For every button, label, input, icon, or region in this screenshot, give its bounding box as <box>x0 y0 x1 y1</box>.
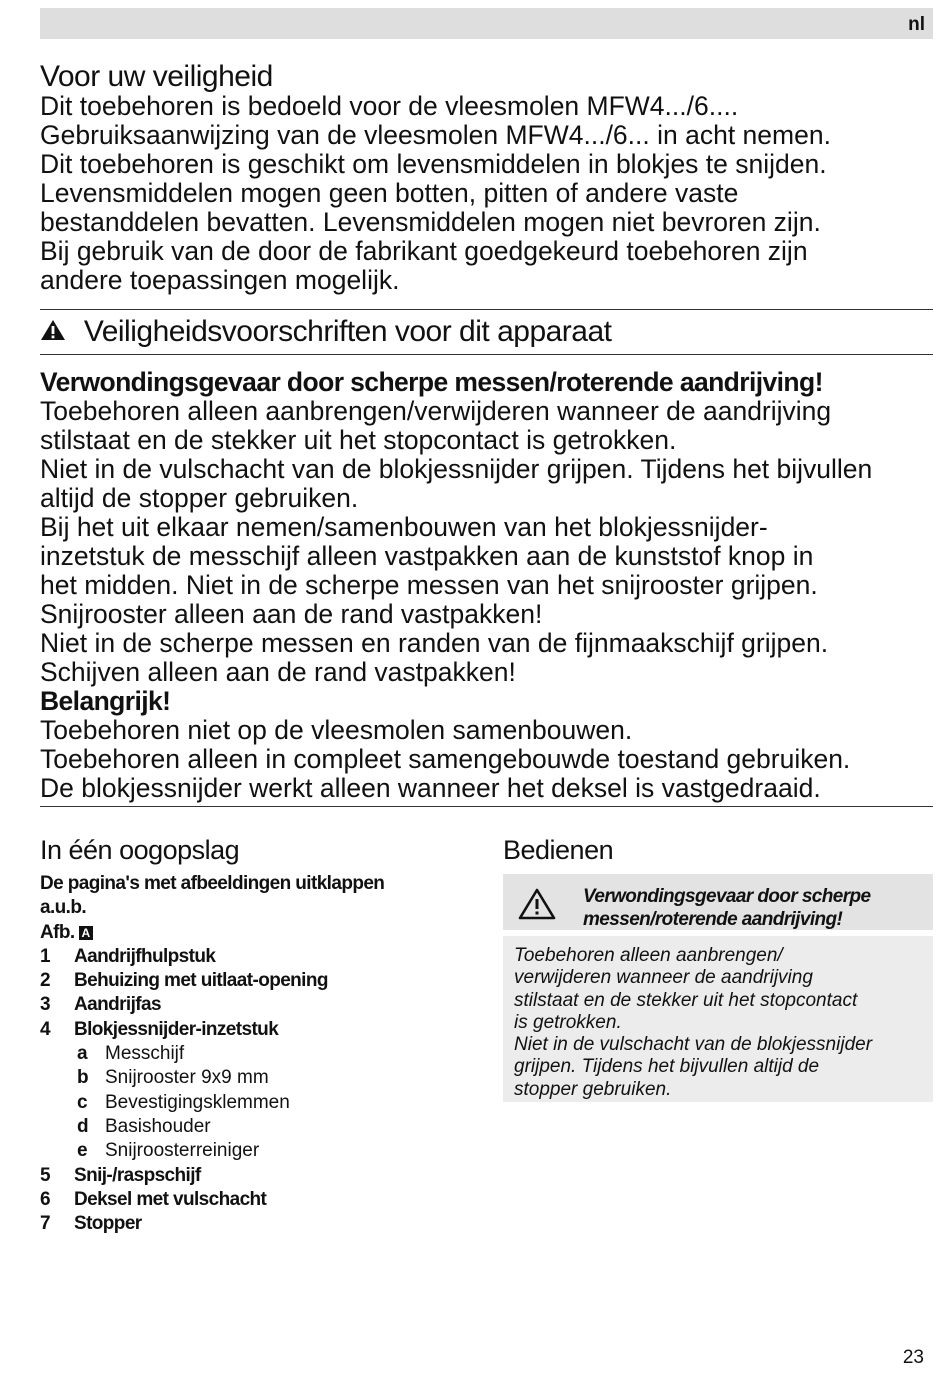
intro-line: a.u.b. <box>40 897 87 919</box>
item-label: Blokjessnijder-inzetstuk <box>74 1018 279 1040</box>
text-line: Schijven alleen aan de rand vastpakken! <box>40 657 516 687</box>
text-line: Snijrooster alleen aan de rand vastpakken! <box>40 599 543 629</box>
instruction-text <box>514 945 929 1101</box>
figure-label: Afb. <box>40 921 75 943</box>
text-line: stilstaat en de stekker uit het stopcontact <box>514 989 858 1011</box>
sub-item-label: Snijroosterreiniger <box>105 1140 260 1162</box>
text-line: Bij gebruik van de door de fabrikant goedgekeurd toebehoren zijn <box>40 236 808 266</box>
list-item <box>40 1164 480 1188</box>
warning-triangle-icon <box>517 887 557 926</box>
sub-item-label: Messchijf <box>105 1043 185 1065</box>
list-item <box>40 1018 480 1042</box>
text-line: Niet in de scherpe messen en randen van de fijnmaakschijf grijpen. <box>40 628 829 658</box>
item-label: Aandrijfhulpstuk <box>74 945 216 967</box>
text-line: Dit toebehoren is bedoeld voor de vleesmolen MFW4.../6.... <box>40 91 739 121</box>
sub-item-label: Snijrooster 9x9 mm <box>105 1067 269 1089</box>
text-line: Toebehoren alleen aanbrengen/verwijderen wanneer de aandrijving <box>40 396 832 426</box>
intro-line: De pagina's met afbeeldingen uitklappen <box>40 873 385 894</box>
instruction-box <box>503 936 933 1102</box>
item-label: Snij-/raspschijf <box>74 1164 201 1186</box>
text-line: verwijderen wanneer de aandrijving <box>514 967 813 989</box>
list-item <box>40 945 480 969</box>
text-line: Niet in de vulschacht van de blokjessnijder grijpen. Tijdens het bijvullen <box>40 454 873 484</box>
item-number: 1 <box>40 945 50 967</box>
language-label: nl <box>908 14 925 35</box>
text-line: De blokjessnijder werkt alleen wanneer het deksel is vastgedraaid. <box>40 773 821 803</box>
divider <box>40 354 933 355</box>
text-line: is getrokken. <box>514 1011 622 1033</box>
overview-title: In één oogopslag <box>40 835 240 865</box>
text-line: messen/roterende aandrijving! <box>583 909 843 930</box>
text-line: Verwondingsgevaar door scherpe <box>583 886 871 907</box>
item-number: 4 <box>40 1018 50 1040</box>
sub-list-item <box>40 1091 480 1115</box>
item-number: 3 <box>40 994 50 1016</box>
sub-list-item <box>40 1115 480 1139</box>
item-label: Deksel met vulschacht <box>74 1188 267 1210</box>
safety-title: Voor uw veiligheid <box>40 60 273 93</box>
sub-item-letter: a <box>77 1043 87 1065</box>
item-number: 5 <box>40 1164 50 1186</box>
text-line: Bij het uit elkaar nemen/samenbouwen van het blokjessnijder- <box>40 512 768 542</box>
warning-box <box>503 874 933 930</box>
text-line: Toebehoren alleen aanbrengen/ <box>514 945 783 966</box>
page-number: 23 <box>902 1347 924 1368</box>
warning-text <box>583 885 928 931</box>
warning-heading: Verwondingsgevaar door scherpe messen/roterende aandrijving! <box>40 367 823 397</box>
item-number: 2 <box>40 970 50 992</box>
item-number: 7 <box>40 1213 50 1235</box>
item-label: Aandrijfas <box>74 994 161 1016</box>
regulations-body <box>40 368 945 803</box>
sub-list-item <box>40 1139 480 1163</box>
warning-triangle-icon <box>40 316 66 350</box>
text-line: Dit toebehoren is geschikt om levensmiddelen in blokjes te snijden. <box>40 149 827 179</box>
sub-item-letter: c <box>77 1091 87 1113</box>
list-item <box>40 969 480 993</box>
text-line: bestanddelen bevatten. Levensmiddelen mogen niet bevroren zijn. <box>40 207 821 237</box>
sub-item-label: Bevestigingsklemmen <box>105 1091 290 1113</box>
text-line: Niet in de vulschacht van de blokjessnijder <box>514 1034 873 1056</box>
important-label: Belangrijk! <box>40 686 171 716</box>
text-line: inzetstuk de messchijf alleen vastpakken aan de kunststof knop in <box>40 541 814 571</box>
item-label: Behuizing met uitlaat-opening <box>74 970 328 992</box>
sub-list-item <box>40 1042 480 1066</box>
text-line: stilstaat en de stekker uit het stopcontact is getrokken. <box>40 425 677 455</box>
operate-title: Bedienen <box>503 835 614 865</box>
text-line: andere toepassingen mogelijk. <box>40 265 400 295</box>
list-item <box>40 1212 480 1236</box>
sub-item-letter: d <box>77 1115 89 1137</box>
header-bar <box>40 8 933 39</box>
item-number: 6 <box>40 1188 50 1210</box>
sub-item-letter: e <box>77 1140 87 1162</box>
text-line: Toebehoren alleen in compleet samengebouwde toestand gebruiken. <box>40 744 851 774</box>
list-item <box>40 1188 480 1212</box>
sub-item-label: Basishouder <box>105 1115 211 1137</box>
sub-item-letter: b <box>77 1067 89 1089</box>
text-line: grijpen. Tijdens het bijvullen altijd de <box>514 1056 820 1078</box>
text-line: Levensmiddelen mogen geen botten, pitten of andere vaste <box>40 178 739 208</box>
figure-ref <box>40 921 480 945</box>
regulations-heading <box>40 315 612 350</box>
text-line: Gebruiksaanwijzing van de vleesmolen MFW4.../6... in acht nemen. <box>40 120 831 150</box>
overview-list <box>40 872 480 1236</box>
divider <box>40 806 933 807</box>
sub-list-item <box>40 1066 480 1090</box>
text-line: stopper gebruiken. <box>514 1078 672 1100</box>
text-line: het midden. Niet in de scherpe messen van het snijrooster grijpen. <box>40 570 818 600</box>
text-line: altijd de stopper gebruiken. <box>40 483 359 513</box>
divider <box>40 309 933 310</box>
figure-letter-badge: A <box>79 926 93 940</box>
list-item <box>40 993 480 1017</box>
regulations-title: Veiligheidsvoorschriften voor dit apparaat <box>83 315 612 348</box>
item-label: Stopper <box>74 1213 142 1235</box>
safety-paragraph <box>40 92 940 295</box>
text-line: Toebehoren niet op de vleesmolen samenbouwen. <box>40 715 633 745</box>
